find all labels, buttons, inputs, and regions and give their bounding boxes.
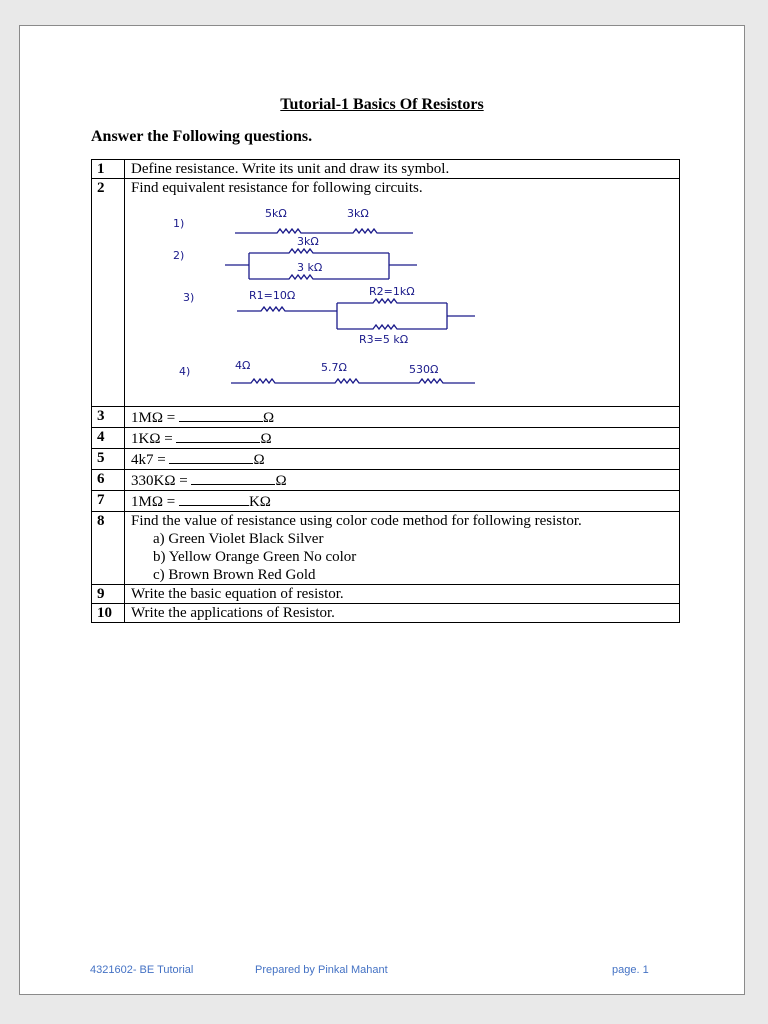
question-prefix: 1KΩ =	[131, 431, 177, 447]
question-text: Write the applications of Resistor.	[125, 604, 680, 623]
question-prefix: 1MΩ =	[131, 410, 179, 426]
circuit-3-r1-label: R1=10Ω	[249, 289, 296, 302]
footer-page-number: page. 1	[612, 964, 649, 976]
circuit-1-r1-label: 5kΩ	[265, 207, 287, 220]
table-row	[92, 179, 680, 407]
circuit-2-r2-label: 3 kΩ	[297, 261, 323, 274]
answer-blank[interactable]	[169, 449, 253, 464]
circuit-3-r2-label: R2=1kΩ	[369, 285, 415, 298]
table-row	[92, 604, 680, 623]
questions-table	[91, 159, 680, 623]
instruction-heading: Answer the Following questions.	[91, 128, 313, 145]
question-prefix: 4k7 =	[131, 452, 170, 468]
table-row	[92, 449, 680, 470]
circuit-4-r2-label: 5.7Ω	[321, 361, 347, 374]
document-page	[19, 25, 745, 995]
circuit-3-label: 3)	[183, 291, 195, 304]
question-unit: Ω	[260, 431, 272, 447]
circuit-1-r2-label: 3kΩ	[347, 207, 369, 220]
question-number: 7	[92, 491, 125, 512]
circuit-3-wire	[237, 299, 475, 329]
footer-author: Prepared by Pinkal Mahant	[255, 964, 388, 976]
question-prefix: 1MΩ =	[131, 494, 179, 510]
question-unit: Ω	[262, 410, 275, 426]
question-number: 8	[92, 512, 125, 585]
answer-blank[interactable]	[179, 491, 249, 506]
answer-blank[interactable]	[191, 470, 275, 485]
footer-course: 4321602- BE Tutorial	[90, 964, 194, 976]
circuit-2-label: 2)	[173, 249, 185, 262]
question-number: 1	[92, 160, 125, 179]
circuit-1-wire	[235, 229, 413, 233]
circuit-4-wire	[231, 379, 475, 383]
table-row	[92, 470, 680, 491]
table-row	[92, 491, 680, 512]
question-number: 3	[92, 407, 125, 428]
circuit-4-r1-label: 4Ω	[235, 359, 251, 372]
circuit-4-label: 4)	[179, 365, 191, 378]
question-text: Find equivalent resistance for following circuits.	[131, 180, 423, 196]
page-title: Tutorial-1 Basics Of Resistors	[280, 96, 484, 113]
question-number: 6	[92, 470, 125, 491]
question-number: 9	[92, 585, 125, 604]
table-row	[92, 407, 680, 428]
option-item: b) Yellow Orange Green No color	[153, 549, 357, 565]
table-row	[92, 428, 680, 449]
table-row	[92, 160, 680, 179]
answer-blank[interactable]	[176, 428, 260, 443]
table-row	[92, 585, 680, 604]
question-text: Define resistance. Write its unit and draw its symbol.	[125, 160, 680, 179]
circuit-3-r3-label: R3=5 kΩ	[359, 333, 409, 346]
question-number: 10	[92, 604, 125, 623]
option-item: a) Green Violet Black Silver	[153, 531, 324, 547]
question-number: 5	[92, 449, 125, 470]
table-row	[92, 512, 680, 585]
circuit-diagrams-image	[137, 203, 482, 389]
question-text: Write the basic equation of resistor.	[125, 585, 680, 604]
question-unit: Ω	[275, 473, 287, 489]
option-item: c) Brown Brown Red Gold	[153, 567, 316, 583]
circuit-4-r3-label: 530Ω	[409, 363, 439, 376]
question-number: 4	[92, 428, 125, 449]
question-unit: Ω	[253, 452, 265, 468]
answer-blank[interactable]	[179, 407, 263, 422]
question-unit: KΩ	[248, 494, 271, 510]
question-number: 2	[92, 179, 125, 407]
question-prefix: 330KΩ =	[131, 473, 192, 489]
circuit-1-label: 1)	[173, 217, 185, 230]
question-text: Find the value of resistance using color code method for following resistor.	[131, 513, 582, 529]
circuit-2-r1-label: 3kΩ	[297, 235, 319, 248]
